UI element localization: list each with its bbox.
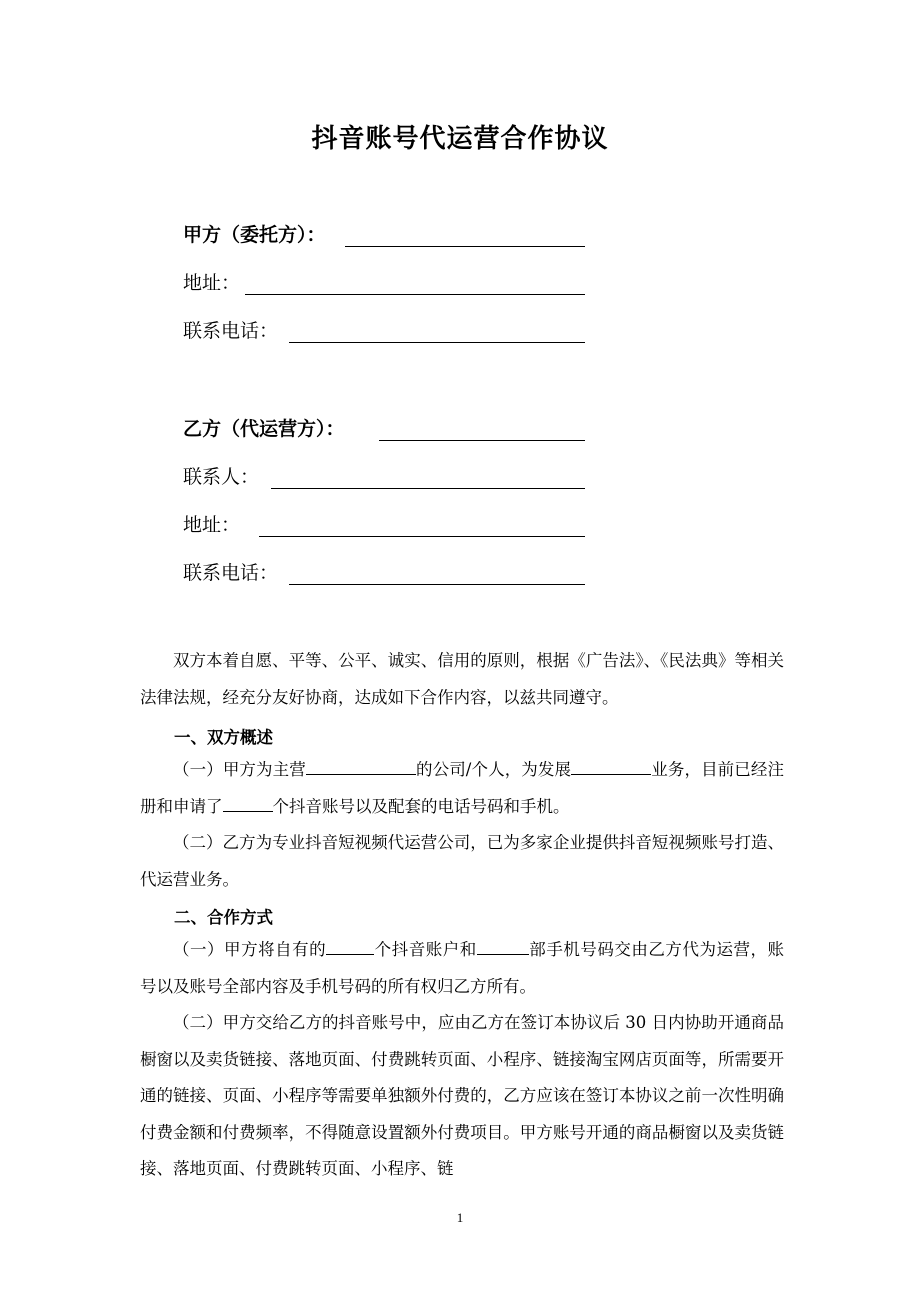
party-b-address-line [183,510,585,540]
party-a-address-line [183,268,585,298]
section1-item1-text [140,752,784,825]
party-b-line [183,414,585,444]
s2i1-part3: 部手机号码交由乙方代为运营，账号以及账号全部内容及手机号码的所有权归乙方所有。 [140,940,785,996]
section2-item1 [140,932,784,1005]
business-blank [571,754,651,775]
section1-heading: 一、双方概述 [174,728,273,747]
s1i1-part1: （一）甲方为主营 [173,760,306,779]
page-number: 1 [456,1210,464,1225]
party-b-contact-label: 联系人： [183,466,260,488]
account-count-blank [223,791,273,812]
s2i1-part2: 个抖音账户和 [374,940,477,959]
party-a-label: 甲方（委托方）： [183,224,326,246]
party-b-contact-line [183,462,585,492]
party-b-phone-line [183,558,585,588]
party-a-address-blank [245,268,585,295]
party-b-label: 乙方（代运营方）： [183,418,345,440]
intro-paragraph [140,643,784,716]
party-a-phone-label: 联系电话： [183,320,279,342]
party-a-phone-blank [289,316,585,343]
section2-item1-text [140,932,784,1005]
party-b-address-blank [259,510,585,537]
section2-heading: 二、合作方式 [174,908,273,927]
section1-item2-text: （二）乙方为专业抖音短视频代运营公司，已为多家企业提供抖音短视频账号打造、代运营业务。 [140,833,784,889]
main-business-blank [306,754,416,775]
intro-text: 双方本着自愿、平等、公平、诚实、信用的原则，根据《广告法》、《民法典》等相关法律法规，经充分友好协商，达成如下合作内容，以兹共同遵守。 [140,651,784,707]
party-b-phone-blank [289,558,585,585]
document-title: 抖音账号代运营合作协议 [311,124,609,154]
section2-item2-text: （二）甲方交给乙方的抖音账号中，应由乙方在签订本协议后 30 日内协助开通商品橱窗以及卖货链接、落地页面、付费跳转页面、小程序、链接淘宝网店页面等，所需要开通的链接、页面、小程序等需要单独额外付费的，乙方应该在签订本协议之前一次性明确付费金额和付费频率，不得随意设置额外付费项目。甲方账号开通的商品橱窗以及卖货链接、落地页面、付费跳转页面、小程序、链 [140,1013,784,1178]
party-a-phone-line [183,316,585,346]
party-a-line [183,220,585,250]
s1i1-part2: 的公司/个人，为发展 [415,760,572,779]
section1-item1 [140,752,784,825]
party-a-address-label: 地址： [183,272,241,294]
s1i1-part4: 个抖音账号以及配套的电话号码和手机。 [272,796,570,816]
section1-item2 [140,825,784,898]
party-b-blank [379,414,585,441]
party-a-blank [345,220,585,247]
party-b-address-label: 地址： [183,514,241,536]
section2-item2 [140,1005,784,1188]
party-b-contact-blank [271,462,585,489]
douyin-account-count-blank [326,934,374,955]
party-b-phone-label: 联系电话： [183,562,279,584]
s1i1-part3: 业务，目前已经注册和申请了 [140,760,785,816]
s2i1-part1: （一）甲方将自有的 [173,940,327,959]
phone-count-blank [477,934,529,955]
